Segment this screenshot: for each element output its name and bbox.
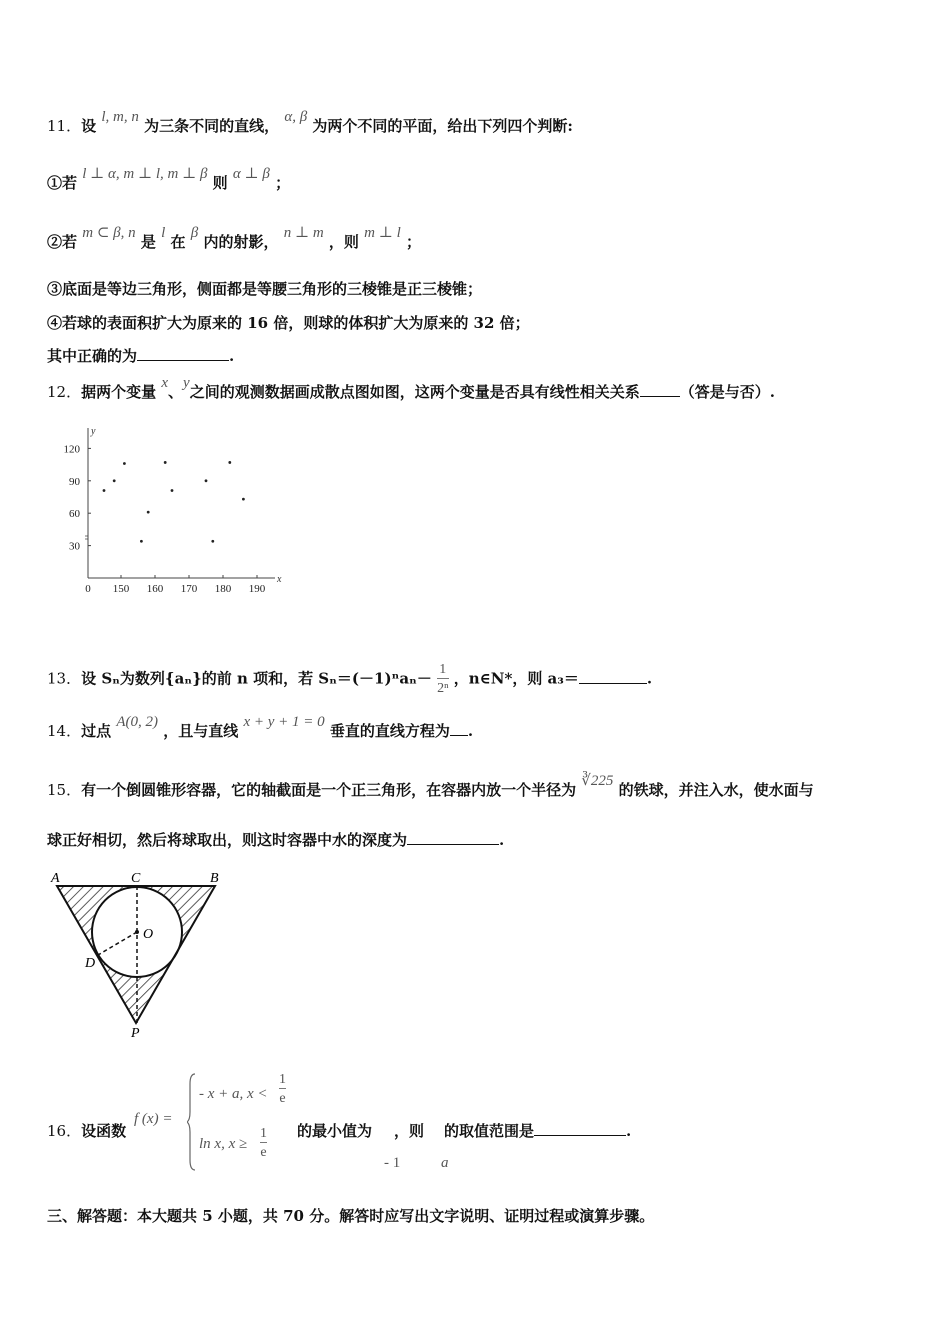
piecewise-brace xyxy=(187,1072,197,1172)
scatter-ticks xyxy=(64,443,266,595)
scatter-point xyxy=(205,479,208,482)
q16-case2: ln x, x ≥ xyxy=(199,1136,248,1152)
y-tick-label: 90 xyxy=(69,475,80,488)
scatter-point xyxy=(171,489,174,492)
q11-planes-math: α, β xyxy=(284,109,308,125)
scatter-plot xyxy=(55,420,295,600)
y-tick-label: 30 xyxy=(69,540,80,553)
label-B: B xyxy=(210,871,219,886)
q13-stem: 13．设 Sₙ为数列{aₙ}的前 n 项和，若 Sₙ＝(－1)ⁿaₙ－ $\frac{1}{\text{2ⁿ}}$ ，n∈N*，则 a₃＝ . xyxy=(47,662,653,696)
cone-diagram xyxy=(45,865,235,1045)
scatter-axes xyxy=(85,426,282,585)
q11-statement-1: ①若 l ⊥ α, m ⊥ l, m ⊥ β 则 α ⊥ β ； xyxy=(47,166,291,192)
answer-blank xyxy=(450,721,468,736)
answer-blank xyxy=(640,382,680,397)
x-tick-label: 180 xyxy=(214,583,232,595)
scatter-point xyxy=(164,461,167,464)
scatter-point xyxy=(211,540,214,543)
scatter-points xyxy=(103,461,245,543)
scatter-point xyxy=(147,511,150,514)
y-axis-label: y xyxy=(91,426,96,437)
q13-fraction: $\frac{1}{\text{2ⁿ}}$ xyxy=(437,662,449,696)
q14-stem: 14．过点 A(0, 2) ，且与直线 x + y + 1 = 0 垂直的直线方程为 . xyxy=(47,714,474,740)
scatter-point xyxy=(123,462,126,465)
scatter-point xyxy=(228,461,231,464)
answer-blank xyxy=(137,346,229,361)
scatter-point xyxy=(113,479,116,482)
answer-blank xyxy=(534,1121,626,1136)
x-tick-label: 190 xyxy=(248,583,266,595)
q11-statement-3: ③底面是等边三角形，侧面都是等腰三角形的三棱锥是正三棱锥； xyxy=(47,280,483,298)
q11-lines-math: l, m, n xyxy=(101,109,139,125)
q16-a: a xyxy=(441,1155,449,1171)
q12-stem: 12．据两个变量 x、y之间的观测数据画成散点图如图，这两个变量是否具有线性相关关系 （答是与否）. xyxy=(47,375,775,401)
scatter-point xyxy=(140,540,143,543)
label-P: P xyxy=(131,1026,140,1041)
q16-fx: f (x) = xyxy=(134,1111,173,1127)
q11-number: 11． xyxy=(47,117,82,135)
q16-block: 16．设函数 f (x) = - x + a, x < $\frac{1}{e}$ ln x, x ≥ $\frac{1}{e}$ 的最小值为 ，则 的取值范围是 . - 1 a xyxy=(47,1072,632,1171)
q11-statement-4: ④若球的表面积扩大为原来的 16 倍，则球的体积扩大为原来的 32 倍； xyxy=(47,314,530,332)
x-axis-label: x xyxy=(277,574,282,585)
x-tick-label: 150 xyxy=(112,583,130,595)
x-tick-label: 160 xyxy=(146,583,164,595)
q16-min-value: - 1 xyxy=(384,1155,401,1171)
label-A: A xyxy=(51,871,60,886)
scatter-point xyxy=(103,489,106,492)
x-tick-label: 0 xyxy=(85,583,91,595)
label-C: C xyxy=(131,871,141,886)
q11-stem: 11．设 l, m, n 为三条不同的直线， α, β 为两个不同的平面，给出下列四个判断: xyxy=(47,109,573,135)
q11-ask: 其中正确的为 . xyxy=(47,347,235,365)
scatter-point xyxy=(242,498,245,501)
section-3-heading: 三、解答题：本大题共 5 小题，共 70 分。解答时应写出文字说明、证明过程或演算步骤。 xyxy=(47,1207,655,1225)
q11-statement-2: ②若 m ⊂ β, n 是 l 在 β 内的射影， n ⊥ m ，则 m ⊥ l ； xyxy=(47,225,422,251)
answer-blank xyxy=(579,669,647,684)
y-tick-label: 60 xyxy=(69,508,80,521)
q16-case1: - x + a, x < xyxy=(199,1086,268,1102)
label-D: D xyxy=(85,956,96,971)
answer-blank xyxy=(407,830,499,845)
label-O: O xyxy=(143,927,154,942)
q15-stem-2: 球正好相切，然后将球取出，则这时容器中水的深度为 . xyxy=(47,831,505,849)
y-tick-label: 120 xyxy=(63,443,80,456)
x-tick-label: 170 xyxy=(180,583,198,595)
q15-stem-1: 15．有一个倒圆锥形容器，它的轴截面是一个正三角形，在容器内放一个半径为 ∛225 的铁球，并注入水，使水面与 xyxy=(47,773,814,799)
